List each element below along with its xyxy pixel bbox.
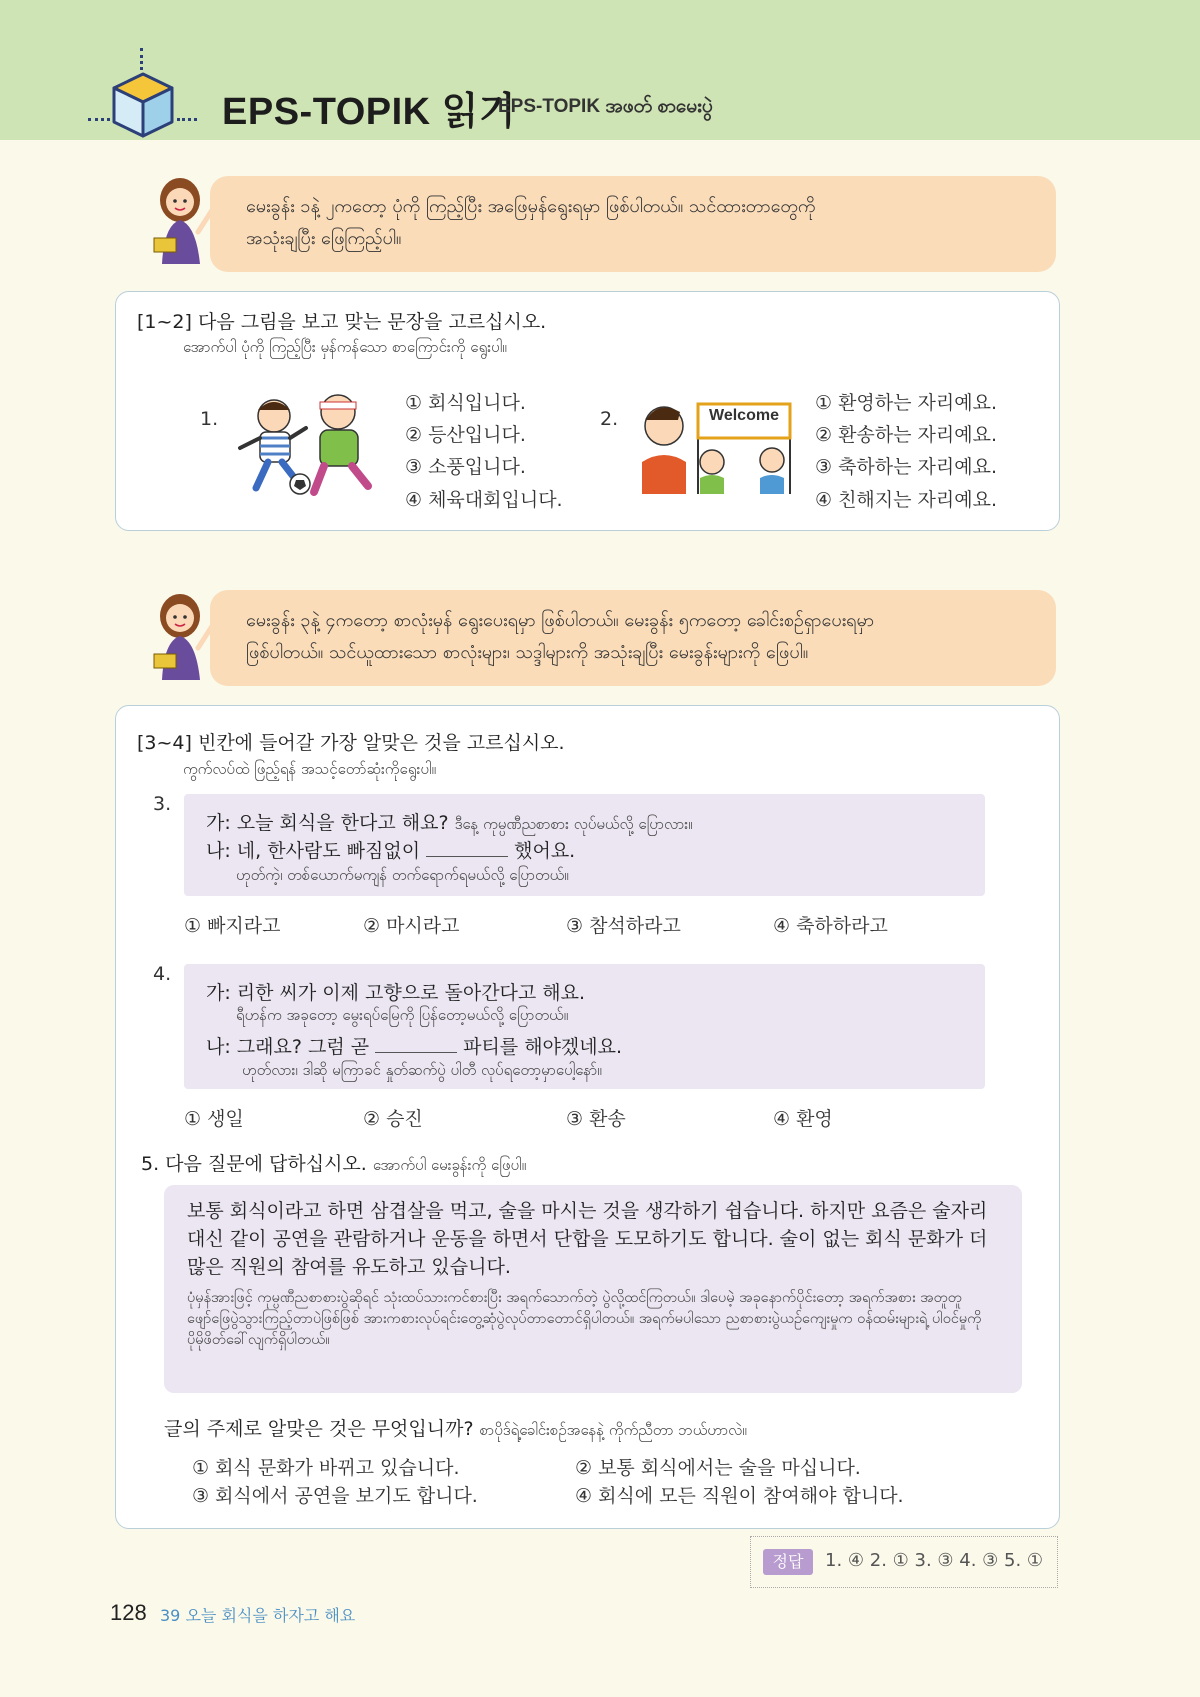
q3-line-a-ko: 가: 오늘 회식을 한다고 해요? xyxy=(206,812,449,834)
welcome-illustration xyxy=(640,392,800,494)
q5-option-2[interactable]: ② 보통 회식에서는 술을 마십니다. xyxy=(575,1457,861,1479)
q4-line-b-post: 파티를 해야겠네요. xyxy=(463,1036,623,1058)
q1-option-1[interactable]: ① 회식입니다. xyxy=(405,392,526,414)
q2-option-1[interactable]: ① 환영하는 자리예요. xyxy=(815,392,997,414)
question-3-number: 3. xyxy=(153,793,172,815)
question-1-number: 1. xyxy=(200,408,219,430)
q3-option-3[interactable]: ③ 참석하라고 xyxy=(566,915,681,937)
q5-instruction xyxy=(141,1149,526,1178)
question-2-number: 2. xyxy=(600,408,619,430)
header-dots-left xyxy=(88,118,110,123)
intro-2-line-2: ဖြစ်ပါတယ်။ သင်ယူထားသော စာလုံးများ၊ သဒ္ဒါများကို အသုံးချပြီး မေးခွန်းများကို ဖြေပါ။ xyxy=(246,642,809,663)
q5-instruction-ko: 5. 다음 질문에 답하십시오. xyxy=(141,1153,367,1175)
header-dots-vertical xyxy=(140,48,143,70)
q5-question xyxy=(164,1414,747,1443)
q2-option-4[interactable]: ④ 친해지는 자리예요. xyxy=(815,489,997,511)
q2-option-2[interactable]: ② 환송하는 자리예요. xyxy=(815,424,997,446)
q5-passage-myanmar: ပုံမှန်အားဖြင့် ကုမ္ပဏီညစာစားပွဲဆိုရင် သုံးထပ်သားကင်စားပြီး အရက်သောက်တဲ့ ပွဲလို့ထင်ကြတယ်။ ဒါပေမဲ့ အခုနောက်ပိုင်းတော့ အရက်အစား အတူတူ ဖျော်ဖြေပွဲသွားကြည့်တာပဲဖြစ်ဖြစ် အားကစားလုပ်ရင်းတွေ့ဆုံပွဲလုပ်တာတောင်ရှိပါတယ်။ အရက်မပါသော ညစာစားပွဲယဉ်ကျေးမှုက ဝန်ထမ်းများရဲ့ ပါဝင်မှုကို ပိုမိုဖိတ်ခေါ်လျက်ရှိပါတယ်။ xyxy=(187,1290,982,1348)
q1-option-4[interactable]: ④ 체육대회입니다. xyxy=(405,489,563,511)
q4-option-1[interactable]: ① 생일 xyxy=(184,1108,244,1130)
intro-bubble-2 xyxy=(210,590,1056,686)
q5-option-3[interactable]: ③ 회식에서 공연을 보기도 합니다. xyxy=(192,1485,478,1507)
q4-blank xyxy=(375,1034,457,1053)
q3-blank xyxy=(426,838,508,857)
chapter-title: 39 오늘 회식을 하자고 해요 xyxy=(160,1606,356,1625)
welcome-sign: Welcome xyxy=(709,407,779,424)
q2-option-3[interactable]: ③ 축하하는 자리예요. xyxy=(815,456,997,478)
page-subtitle: EPS-TOPIK အဖတ် စာမေးပွဲ xyxy=(498,96,713,117)
section-1-instruction: [1~2] 다음 그림을 보고 맞는 문장을 고르십시오. xyxy=(137,311,547,333)
intro-2-line-1: မေးခွန်း ၃နဲ့ ၄ကတော့ စာလုံးမှန် ရွေးပေးရမှာ ဖြစ်ပါတယ်။ မေးခွန်း ၅ကတော့ ခေါင်းစဉ်ရှာပေးရမှာ xyxy=(246,610,875,631)
q1-option-2[interactable]: ② 등산입니다. xyxy=(405,424,526,446)
q4-option-2[interactable]: ② 승진 xyxy=(363,1108,423,1130)
intro-bubble-1 xyxy=(210,176,1056,272)
q4-option-3[interactable]: ③ 환송 xyxy=(566,1108,626,1130)
q4-line-b-pre: 나: 그래요? 그럼 곧 xyxy=(206,1036,370,1058)
q5-question-tr: စာပိုဒ်ရဲ့ခေါင်းစဉ်အနေနဲ့ ကိုက်ညီတာ ဘယ်ဟာလဲ။ xyxy=(479,1421,747,1439)
header-dots-right xyxy=(177,118,197,123)
q4-line-a: 가: 리한 씨가 이제 고향으로 돌아간다고 해요. xyxy=(206,982,586,1004)
q3-option-2[interactable]: ② 마시라고 xyxy=(363,915,460,937)
q3-line-b-post: 했어요. xyxy=(514,840,576,862)
q3-line-b xyxy=(206,836,575,863)
q4-option-4[interactable]: ④ 환영 xyxy=(773,1108,833,1130)
section-2-translation: ကွက်လပ်ထဲ ဖြည့်ရန် အသင့်တော်ဆုံးကိုရွေးပါ။ xyxy=(183,760,437,778)
q4-line-b-tr: ဟုတ်လား၊ ဒါဆို မကြာခင် နှုတ်ဆက်ပွဲ ပါတီ လုပ်ရတော့မှာပေါ့နော်။ xyxy=(242,1061,602,1079)
q3-option-4[interactable]: ④ 축하하라고 xyxy=(773,915,888,937)
q5-option-1[interactable]: ① 회식 문화가 바뀌고 있습니다. xyxy=(192,1457,460,1479)
intro-1-line-2: အသုံးချပြီး ဖြေကြည့်ပါ။ xyxy=(246,228,402,249)
intro-1-line-1: မေးခွန်း ၁နဲ့ ၂ကတော့ ပုံကို ကြည့်ပြီး အဖြေမှန်ရွေးရမှာ ဖြစ်ပါတယ်။ သင်ထားတာတွေကို xyxy=(246,196,816,217)
q4-dialogue xyxy=(184,964,985,1089)
answer-key-label: 정답 xyxy=(763,1549,813,1575)
q5-question-ko: 글의 주제로 알맞은 것은 무엇입니까? xyxy=(164,1418,474,1440)
q5-passage xyxy=(164,1185,1022,1393)
page-header xyxy=(0,0,1200,140)
q3-option-1[interactable]: ① 빠지라고 xyxy=(184,915,281,937)
q5-option-4[interactable]: ④ 회식에 모든 직원이 참여해야 합니다. xyxy=(575,1485,904,1507)
question-4-number: 4. xyxy=(153,963,172,985)
q3-line-a xyxy=(206,808,693,837)
section-2-instruction: [3~4] 빈칸에 들어갈 가장 알맞은 것을 고르십시오. xyxy=(137,732,565,754)
page-number: 128 xyxy=(110,1600,147,1625)
cube-icon xyxy=(110,70,176,140)
page-title: EPS-TOPIK 읽기 xyxy=(222,91,517,133)
q1-option-3[interactable]: ③ 소풍입니다. xyxy=(405,456,526,478)
sports-day-illustration xyxy=(234,388,392,498)
q4-line-b xyxy=(206,1032,622,1059)
q3-line-b-pre: 나: 네, 한사람도 빠짐없이 xyxy=(206,840,421,862)
q3-dialogue xyxy=(184,794,985,896)
q3-line-b-tr: ဟုတ်ကဲ့၊ တစ်ယောက်မကျန် တက်ရောက်ရမယ်လို့ ပြောတယ်။ xyxy=(236,866,569,884)
answer-key xyxy=(750,1536,1058,1588)
q4-line-a-tr: ရီဟန်က အခုတော့ မွေးရပ်မြေကို ပြန်တော့မယ်လို့ ပြောတယ်။ xyxy=(236,1006,569,1024)
q3-line-a-tr: ဒီနေ့ ကုမ္ပဏီညစာစား လုပ်မယ်လို့ ပြောလား။ xyxy=(454,815,693,833)
q5-passage-korean: 보통 회식이라고 하면 삼겹살을 먹고, 술을 마시는 것을 생각하기 쉽습니다. 하지만 요즘은 술자리 대신 같이 공연을 관람하거나 운동을 하면서 단합을 도모하기도 합니다. 술이 없는 회식 문화가 더 많은 직원의 참여를 유도하고 있습니다. xyxy=(187,1200,988,1278)
section-1-translation: အောက်ပါ ပုံကို ကြည့်ပြီး မှန်ကန်သော စာကြောင်းကို ရွေးပါ။ xyxy=(183,338,507,356)
q5-instruction-tr: အောက်ပါ မေးခွန်းကို ဖြေပါ။ xyxy=(372,1156,527,1174)
answer-key-text: 1. ④ 2. ① 3. ③ 4. ③ 5. ① xyxy=(825,1550,1044,1571)
